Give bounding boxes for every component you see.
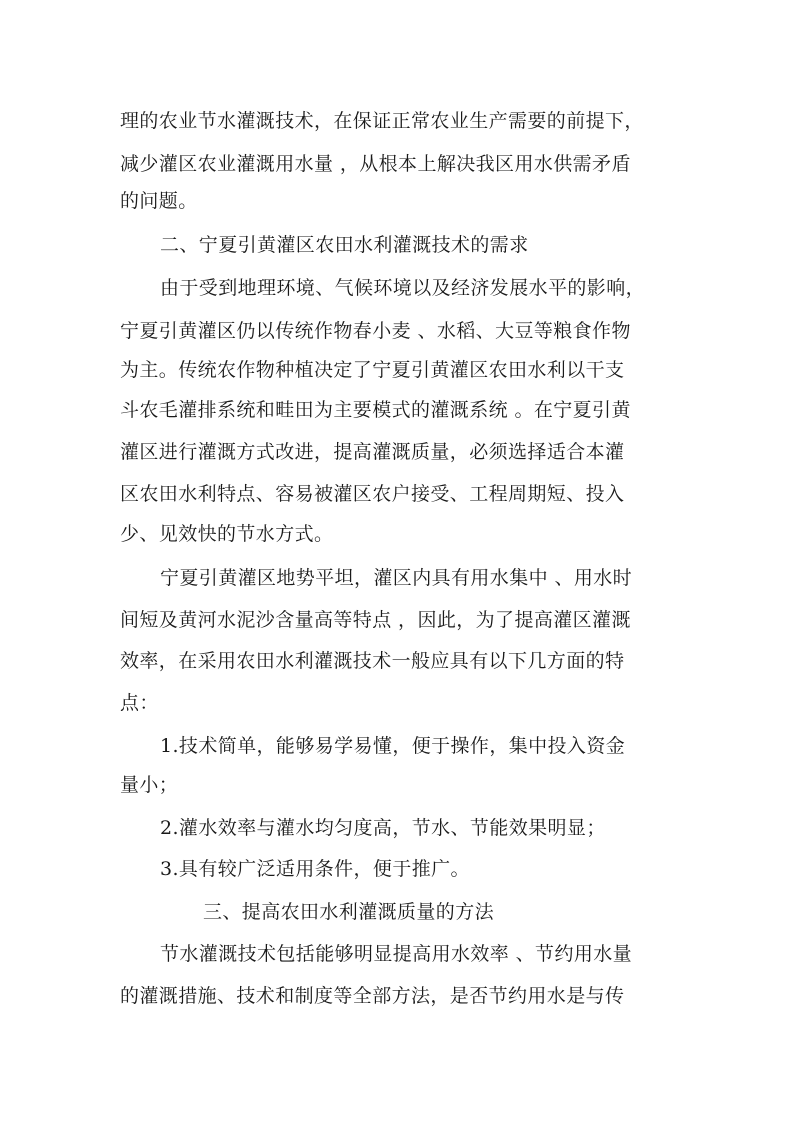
paragraph-line: 的灌溉措施、技术和制度等全部方法，是否节约用水是与传: [120, 985, 625, 1007]
paragraph-line: 由于受到地理环境、气候环境以及经济发展水平的影响，: [160, 277, 646, 299]
paragraph-line: 宁夏引黄灌区仍以传统作物春小麦 、水稻、大豆等粮食作物: [120, 320, 631, 342]
section-heading: 二、宁夏引黄灌区农田水利灌溉技术的需求: [160, 234, 529, 256]
section-heading: 三、提高农田水利灌溉质量的方法: [203, 901, 495, 923]
list-item-continuation: 量小；: [120, 774, 179, 796]
paragraph-line: 点：: [120, 692, 159, 714]
paragraph-line: 效率，在采用农田水利灌溉技术一般应具有以下几方面的特: [120, 650, 625, 672]
paragraph-line: 理的农业节水灌溉技术，在保证正常农业生产需要的前提下，: [120, 110, 644, 132]
paragraph-line: 减少灌区农业灌溉用水量 ，从根本上解决我区用水供需矛盾: [120, 153, 631, 175]
list-item: 1.技术简单，能够易学易懂，便于操作，集中投入资金: [160, 735, 626, 757]
paragraph-line: 的问题。: [120, 190, 198, 212]
paragraph-line: 宁夏引黄灌区地势平坦，灌区内具有用水集中 、用水时: [160, 567, 633, 589]
paragraph-line: 斗农毛灌排系统和畦田为主要模式的灌溉系统 。在宁夏引黄: [120, 399, 631, 421]
paragraph-line: 为主。传统农作物种植决定了宁夏引黄灌区农田水利以干支: [120, 359, 625, 381]
paragraph-line: 区农田水利特点、容易被灌区农户接受、工程周期短、投入: [120, 483, 625, 505]
paragraph-line: 节水灌溉技术包括能够明显提高用水效率 、节约用水量: [160, 943, 633, 965]
paragraph-line: 间短及黄河水泥沙含量高等特点 ，因此，为了提高灌区灌溉: [120, 609, 631, 631]
paragraph-line: 灌区进行灌溉方式改进，提高灌溉质量，必须选择适合本灌: [120, 441, 625, 463]
list-item: 2.灌水效率与灌水均匀度高，节水、节能效果明显；: [160, 817, 606, 839]
paragraph-line: 少、见效快的节水方式。: [120, 523, 334, 545]
list-item: 3.具有较广泛适用条件，便于推广。: [160, 858, 470, 880]
